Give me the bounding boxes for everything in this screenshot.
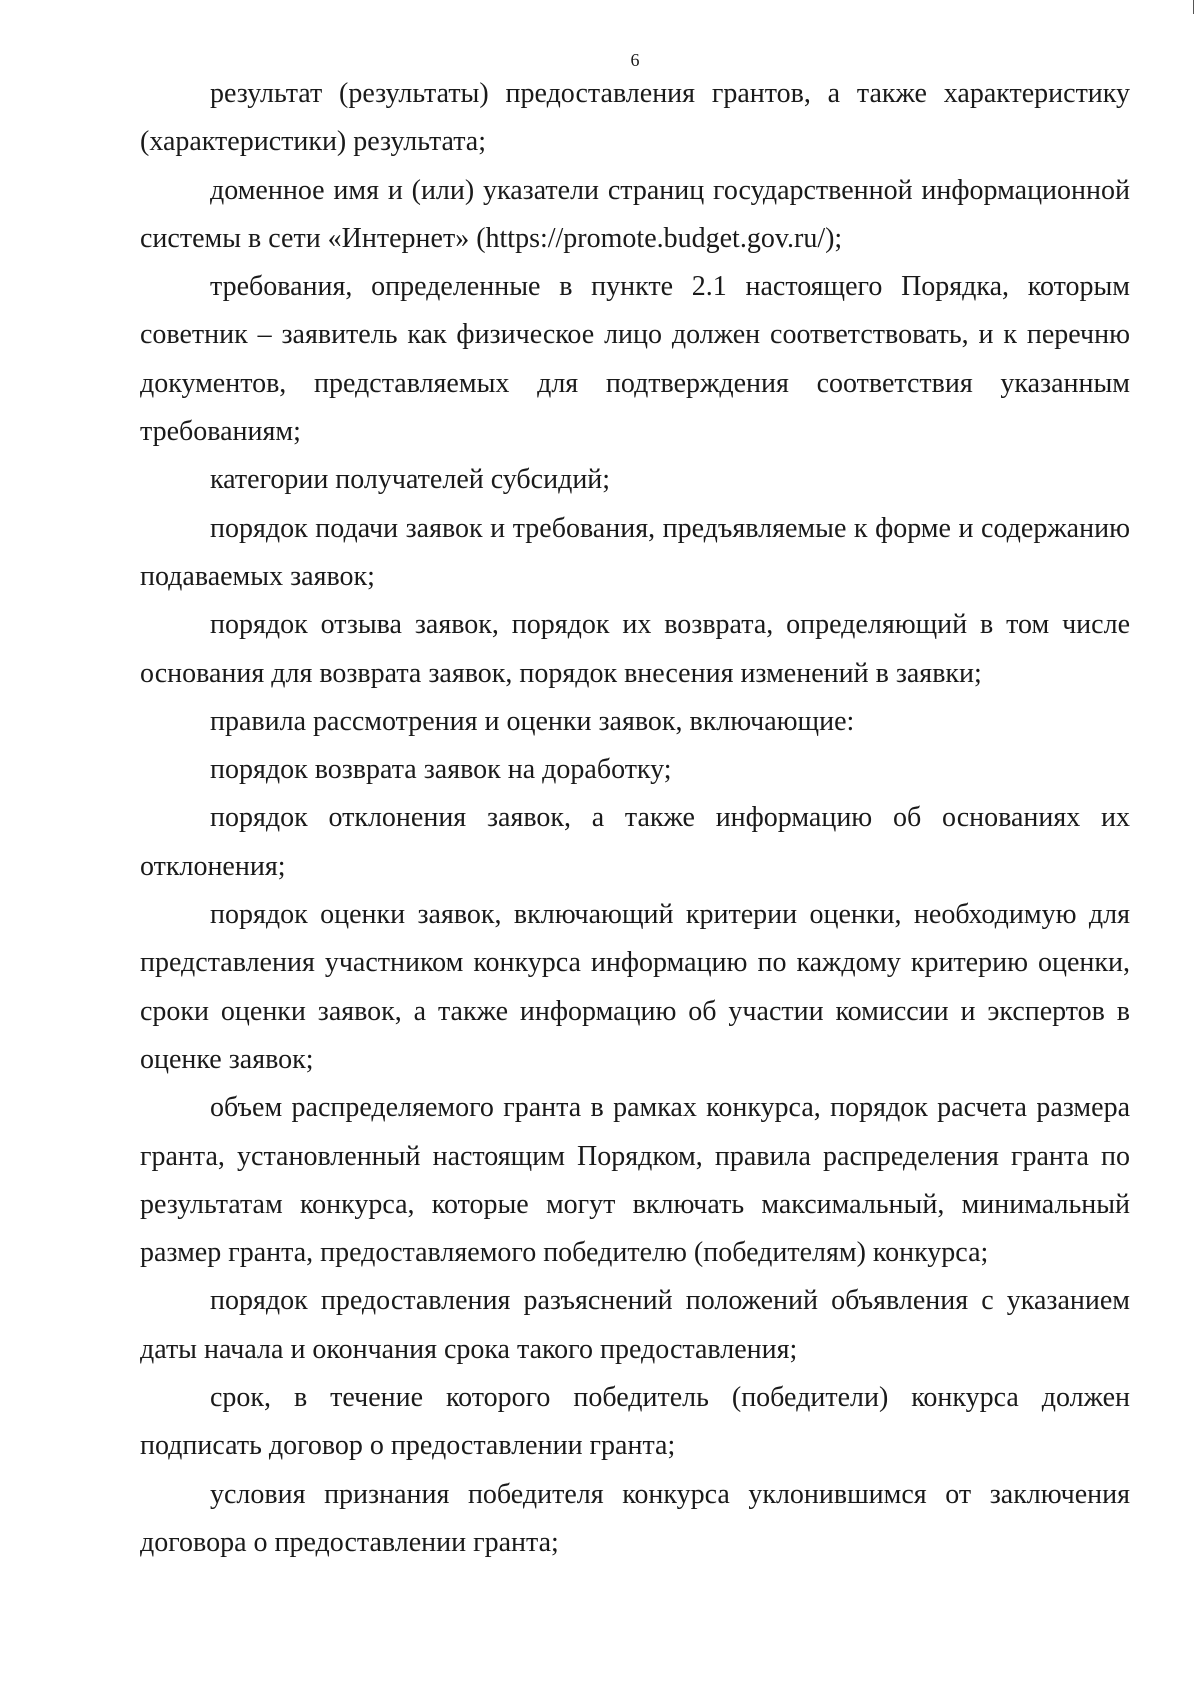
paragraph-grant-volume: объем распределяемого гранта в рамках конкурса, порядок расчета размера гранта, установленный настоящим Порядком, правила распределения гранта по результатам конкурса, которые могут включать максимальный, минимальный размер гранта, предоставляемого победителю (победителям) конкурса; <box>140 1092 1130 1269</box>
scan-edge-mark <box>1193 0 1194 14</box>
paragraph-rejection-procedure: порядок отклонения заявок, а также информацию об основаниях их отклонения; <box>140 802 1130 882</box>
paragraph-applicant-requirements: требования, определенные в пункте 2.1 настоящего Порядка, которым советник – заявитель как физическое лицо должен соответствовать, и к перечню документов, представляемых для подтверждения соответствия указанным требованиям; <box>140 271 1130 448</box>
paragraph-evasion-conditions: условия признания победителя конкурса уклонившимся от заключения договора о предоставлении гранта; <box>140 1478 1130 1558</box>
paragraph-clarifications: порядок предоставления разъяснений положений объявления с указанием даты начала и окончания срока такого предоставления; <box>140 1285 1130 1365</box>
paragraph-signing-deadline: срок, в течение которого победитель (победители) конкурса должен подписать договор о предоставлении гранта; <box>140 1382 1130 1462</box>
paragraph-evaluation-procedure: порядок оценки заявок, включающий критерии оценки, необходимую для представления участником конкурса информацию по каждому критерию оценки, сроки оценки заявок, а также информацию об участии комиссии и экспертов в оценке заявок; <box>140 899 1130 1075</box>
paragraph-return-for-revision: порядок возврата заявок на доработку; <box>210 754 672 786</box>
paragraph-domain-name: доменное имя и (или) указатели страниц государственной информационной системы в сети «Интернет» (https://promote.budget.gov.ru/); <box>140 174 1130 254</box>
paragraph-subsidy-categories: категории получателей субсидий; <box>210 464 611 496</box>
paragraph-withdrawal-procedure: порядок отзыва заявок, порядок их возврата, определяющий в том числе основания для возврата заявок, порядок внесения изменений в заявки; <box>140 609 1130 689</box>
paragraph-submission-procedure: порядок подачи заявок и требования, предъявляемые к форме и содержанию подаваемых заявок; <box>140 512 1130 592</box>
page-number: 6 <box>630 50 640 70</box>
document-body <box>140 70 1130 1567</box>
paragraph-review-rules: правила рассмотрения и оценки заявок, включающие: <box>210 705 855 737</box>
paragraph-grant-results: результат (результаты) предоставления грантов, а также характеристику (характеристики) результата; <box>140 78 1130 158</box>
